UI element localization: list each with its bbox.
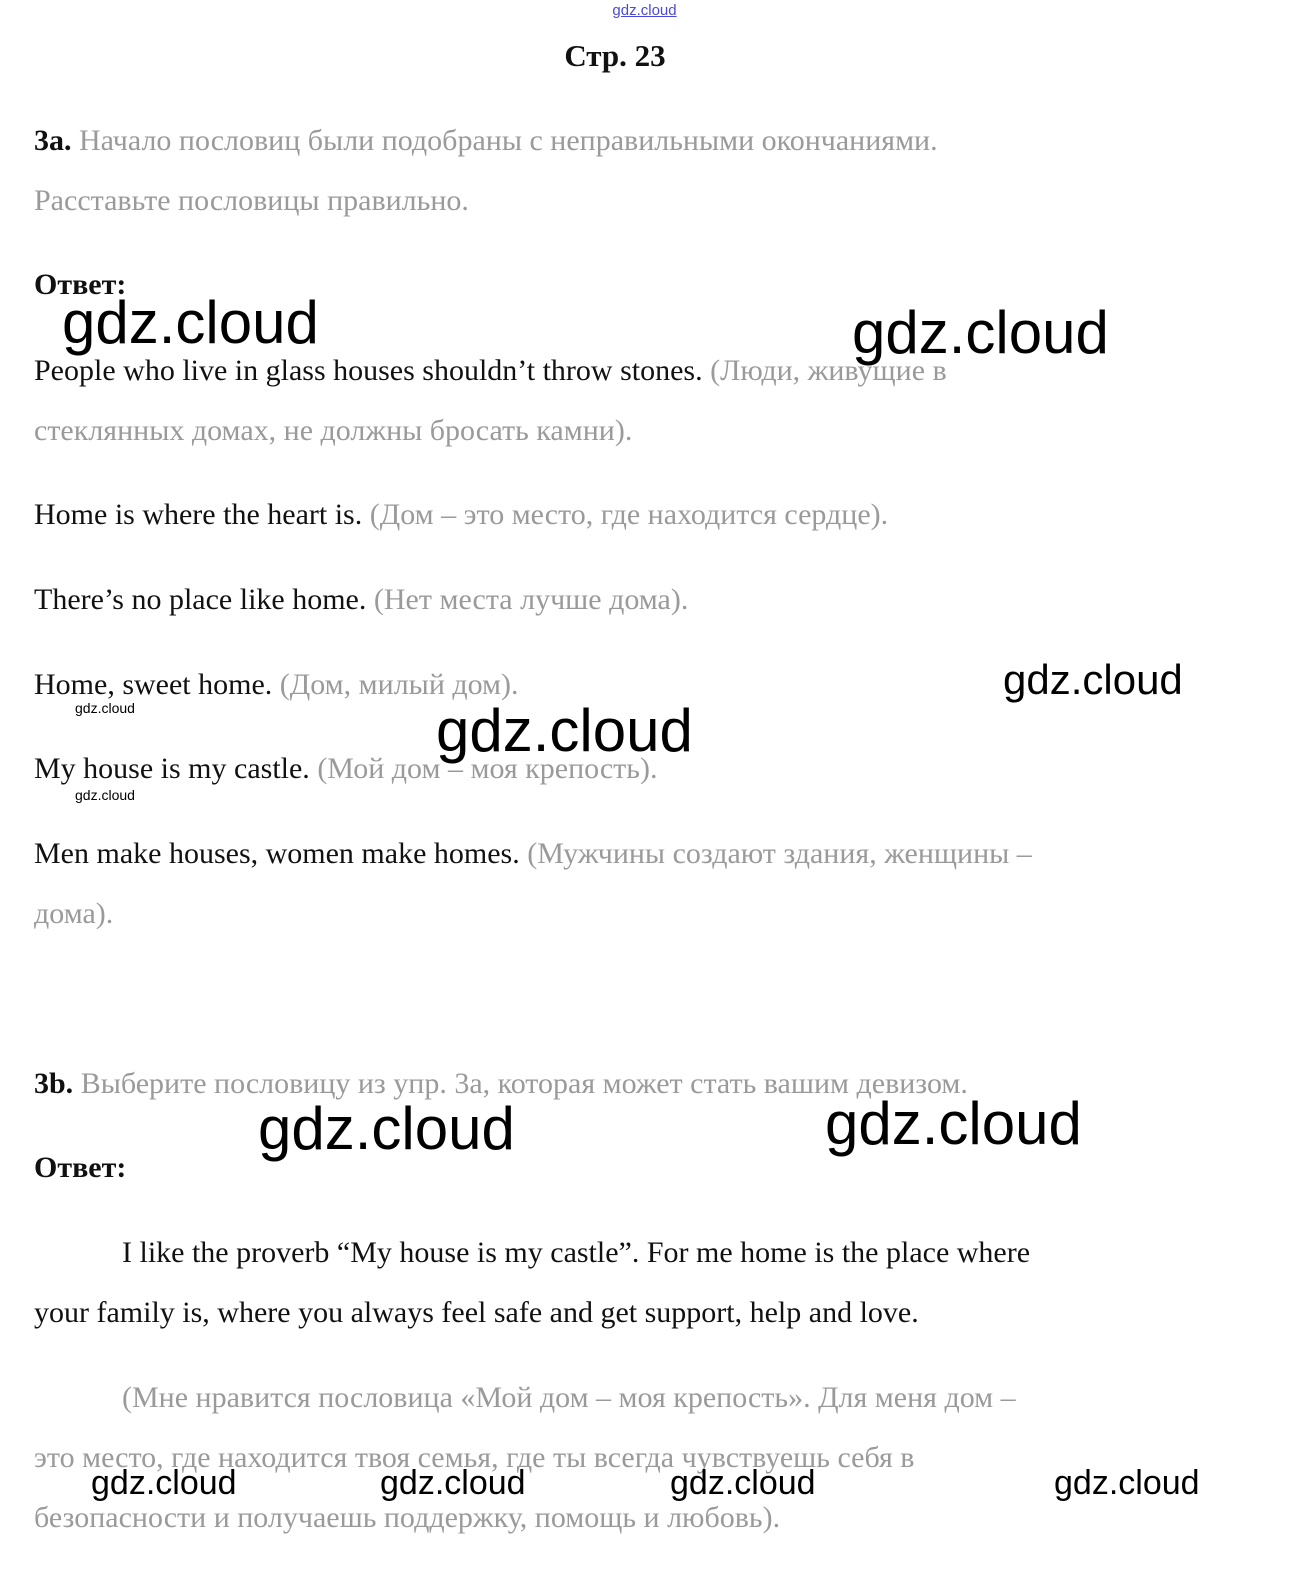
proverb-3: There’s no place like home. (Нет места лучше дома). <box>34 583 689 616</box>
proverb-5: My house is my castle. (Мой дом – моя крепость). <box>34 752 658 785</box>
proverb-4: Home, sweet home. (Дом, милый дом). <box>34 668 519 701</box>
watermark: gdz.cloud <box>852 299 1109 366</box>
proverb-6: Men make houses, women make homes. (Мужчины создают здания, женщины – <box>34 837 1032 870</box>
watermark: gdz.cloud <box>62 289 319 356</box>
task-3b-answer-en-line1: I like the proverb “My house is my castle”. For me home is the place where <box>122 1236 1031 1269</box>
watermark: gdz.cloud <box>91 1464 237 1502</box>
task-3a-instruction-line1: 3a. Начало пословиц были подобраны с неправильными окончаниями. <box>34 124 938 157</box>
task-3b-answer-ru-line1: (Мне нравится пословица «Мой дом – моя крепость». Для меня дом – <box>122 1381 1016 1414</box>
watermark: gdz.cloud <box>75 787 135 803</box>
proverb-1: People who live in glass houses shouldn’t throw stones. (Люди, живущие в <box>34 354 947 387</box>
watermark: gdz.cloud <box>380 1464 526 1502</box>
task-3b-answer-ru-line3: безопасности и получаешь поддержку, помощь и любовь). <box>34 1501 781 1534</box>
header-watermark-link[interactable]: gdz.cloud <box>612 2 677 19</box>
watermark: gdz.cloud <box>825 1090 1082 1157</box>
task-3b-instruction: 3b. Выберите пословицу из упр. 3а, которая может стать вашим девизом. <box>34 1067 968 1100</box>
task-3b-answer-ru-line2: это место, где находится твоя семья, где ты всегда чувствуешь себя в <box>34 1441 915 1474</box>
watermark: gdz.cloud <box>75 700 135 716</box>
task-3b-answer-label: Ответ: <box>34 1151 127 1184</box>
task-3b-number: 3b. <box>34 1067 74 1100</box>
watermark: gdz.cloud <box>1003 656 1183 703</box>
proverb-2: Home is where the heart is. (Дом – это место, где находится сердце). <box>34 498 889 531</box>
task-3a-answer-label: Ответ: <box>34 268 127 301</box>
watermark: gdz.cloud <box>436 697 693 764</box>
watermark: gdz.cloud <box>1054 1464 1200 1502</box>
watermark: gdz.cloud <box>258 1095 515 1162</box>
task-3b-answer-en-line2: your family is, where you always feel safe and get support, help and love. <box>34 1296 919 1329</box>
proverb-6-translation-cont: дома). <box>34 897 114 930</box>
watermark: gdz.cloud <box>670 1464 816 1502</box>
page-title: Стр. 23 <box>564 38 666 73</box>
proverb-1-translation-cont: стеклянных домах, не должны бросать камни). <box>34 414 633 447</box>
task-3a-number: 3a. <box>34 124 72 157</box>
task-3a-instruction-line2: Расставьте пословицы правильно. <box>34 184 469 217</box>
